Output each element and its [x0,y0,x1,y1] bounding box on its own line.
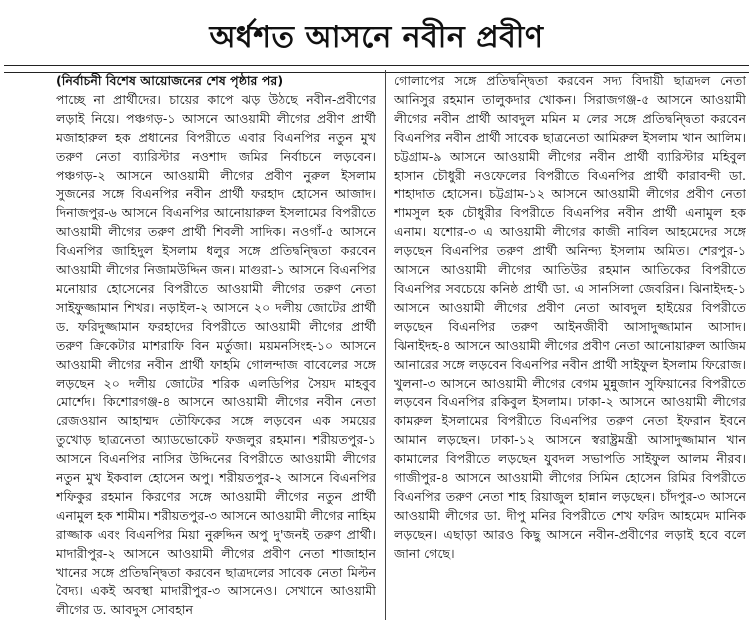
article-column-left [56,72,376,620]
column-left-text: পাচ্ছে না প্রার্থীদের। চায়ের কাপে ঝড় উঠছে নবীন-প্রবীণের লড়াই নিয়ে। পঞ্চগড়-১ আসনে আওয়ামী লীগের প্রবীণ প্রার্থী মজাহারুল হক প্রধানের বিপরীতে এবার বিএনপির নতুন মুখ তরুণ নেতা ব্যারিস্টার নওশাদ জমির নির্বাচনে লড়বেন। পঞ্চগড়-২ আসনে আওয়ামী লীগের প্রবীণ নুরুল ইসলাম সুজনের সঙ্গে বিএনপির নবীন প্রার্থী ফরহাদ হোসেন আজাদ। দিনাজপুর-৬ আসনে বিএনপির আনোয়ারুল ইসলামের বিপরীতে আওয়ামী লীগের তরুণ প্রার্থী শিবলী সাদিক। নওগাঁ-৫ আসনে বিএনপির জাহিদুল ইসলাম ধলুর সঙ্গে প্রতিদ্বন্দ্বিতা করবেন আওয়ামী লীগের নিজামউদ্দিন জন। মাগুরা-১ আসনে বিএনপির মনোয়ার হোসেনের বিপরীতে আওয়ামী লীগের তরুণ নেতা সাইফুজ্জামান শিখর। নড়াইল-২ আসনে ২০ দলীয় জোটের প্রার্থী ড. ফরিদুজ্জামান ফরহাদের বিপরীতে আওয়ামী লীগের প্রার্থী তরুণ ক্রিকেটার মাশরাফি বিন মর্তুজা। ময়মনসিংহ-১০ আসনে আওয়ামী লীগের নবীন প্রার্থী ফাহমি গোলন্দাজ বাবেলের সঙ্গে লড়ছেন ২০ দলীয় জোটের শরিক এলডিপির সৈয়দ মাহবুব মোর্শেদ। কিশোরগঞ্জ-৪ আসনে আওয়ামী লীগের নবীন নেতা রেজওয়ান আহাম্মদ তৌফিকের সঙ্গে লড়বেন এক সময়ের তুখোড় ছাত্রনেতা অ্যাডভোকেট ফজলুর রহমান। শরীয়তপুর-১ আসনে বিএনপির নাসির উদ্দিনের বিপরীতে আওয়ামী লীগের নতুন মুখ ইকবাল হোসেন অপু। শরীয়তপুর-২ আসনে বিএনপির শফিকুর রহমান কিরণের সঙ্গে আওয়ামী লীগের নতুন প্রার্থী এনামুল হক শামীম। শরীয়তপুর-৩ আসনে আওয়ামী লীগের নাহিম রাজ্জাক এবং বিএনপির মিয়া নুরুদ্দিন অপু দু'জনই তরুণ প্রার্থী। মাদারীপুর-২ আসনে আওয়ামী লীগের প্রবীণ নেতা শাজাহান খানের সঙ্গে প্রতিদ্বন্দ্বিতা করবেন ছাত্রদলের সাবেক নেতা মিল্টন বৈদ্য। একই অবস্থা মাদারীপুর-৩ আসনেও। সেখানে আওয়ামী লীগের ড. আবদুস সোবহান [56,91,376,618]
column-right-text: গোলাপের সঙ্গে প্রতিদ্বন্দ্বিতা করবেন সদ্য বিদায়ী ছাত্রদল নেতা আনিসুর রহমান তালুকদার খোকন। সিরাজগঞ্জ-৫ আসনে আওয়ামী লীগের নবীন প্রার্থী আবদুল মমিন ম লের সঙ্গে প্রতিদ্বন্দ্বিতা করবেন বিএনপির নবীন প্রার্থী সাবেক ছাত্রনেতা আমিরুল ইসলাম খান আলিম। চট্টগ্রাম-৯ আসনে আওয়ামী লীগের নবীন প্রার্থী ব্যারিস্টার মহিবুল হাসান চৌধুরী নওফেলের বিপরীতে বিএনপির প্রার্থী কারাবন্দী ডা. শাহাদাত হোসেন। চট্টগ্রাম-১২ আসনে আওয়ামী লীগের প্রবীণ নেতা শামসুল হক চৌধুরীর বিপরীতে বিএনপির নবীন প্রার্থী এনামুল হক এনাম। যশোর-৩ এ আওয়ামী লীগের কাজী নাবিল আহমেদের সঙ্গে লড়ছেন বিএনপির তরুণ প্রার্থী অনিন্দ্য ইসলাম অমিত। শেরপুর-১ আসনে আওয়ামী লীগের আতিউর রহমান আতিকের বিপরীতে বিএনপির সবচেয়ে কনিষ্ঠ প্রার্থী ডা. এ সানসিলা জেবরিন। ঝিনাইদহ-১ আসনে আওয়ামী লীগের প্রবীণ নেতা আবদুল হাইয়ের বিপরীতে লড়ছেন বিএনপির তরুণ আইনজীবী আসাদুজ্জামান আসাদ। ঝিনাইদহ-৪ আসনে আওয়ামী লীগের প্রবীণ নেতা আনোয়ারুল আজিম আনারের সঙ্গে লড়বেন বিএনপির নবীন প্রার্থী সাইফুল ইসলাম ফিরোজ। খুলনা-৩ আসনে আওয়ামী লীগের বেগম মুন্নুজান সুফিয়ানের বিপরীতে লড়বেন বিএনপির রকিবুল ইসলাম। ঢাকা-২ আসনে আওয়ামী লীগের কামরুল ইসলামের বিপরীতে বিএনপির তরুণ নেতা ইফরান ইবনে আমান লড়ছেন। ঢাকা-১২ আসনে স্বরাষ্ট্রমন্ত্রী আসাদুজ্জামান খান কামালের বিপরীতে লড়ছেন যুবদল সভাপতি সাইফুল আলম নীরব। গাজীপুর-৪ আসনে আওয়ামী লীগের সিমিন হোসেন রিমির বিপরীতে বিএনপির তরুণ নেতা শাহ রিয়াজুল হান্নান লড়ছেন। চাঁদপুর-৩ আসনে আওয়ামী লীগের ডা. দীপু মনির বিপরীতে শেখ ফরিদ আহমেদ মানিক লড়ছেন। এছাড়া আরও কিছু আসনে নবীন-প্রবীণের লড়াই হবে বলে জানা গেছে। [394,73,746,561]
headline-rule-top [4,65,749,66]
column-divider [385,70,386,620]
continuation-note: (নির্বাচনী বিশেষ আয়োজনের শেষ পৃষ্ঠার পর) [56,73,284,88]
headline: অর্ধশত আসনে নবীন প্রবীণ [209,20,544,55]
article-column-right [394,72,746,620]
